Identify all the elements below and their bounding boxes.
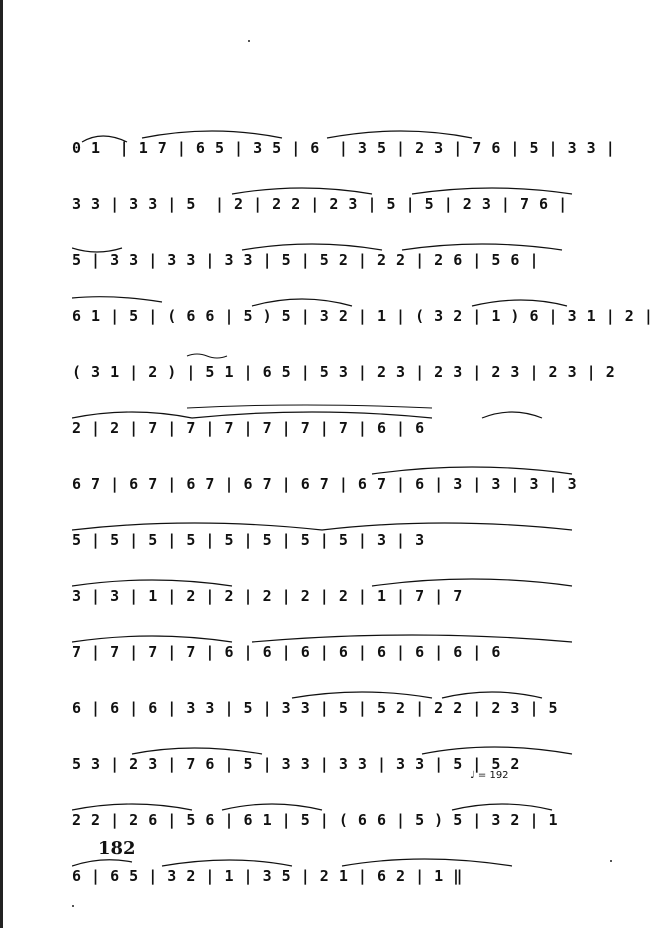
notation-text: 6 7 | 6 7 | 6 7 | 6 7 | 6 7 | 6 7 | 6 | 3 | 3 | 3 | 3 [72, 475, 578, 493]
notation-text: 6 | 6 5 | 3 2 | 1 | 3 5 | 2 1 | 6 2 | 1 ‖ [72, 867, 463, 885]
notation-text: 5 | 5 | 5 | 5 | 5 | 5 | 5 | 5 | 3 | 3 [72, 531, 425, 549]
staff-line-10 [72, 624, 582, 680]
notation-text: 3 3 | 3 3 | 5 | 2 | 2 2 | 2 3 | 5 | 5 | 2 3 | 7 6 | [72, 195, 568, 213]
scan-speck [610, 860, 612, 862]
scan-speck [248, 40, 250, 42]
notation-text: 2 | 2 | 7 | 7 | 7 | 7 | 7 | 7 | 6 | 6 [72, 419, 425, 437]
staff-line-11 [72, 680, 582, 736]
staff-line-6 [72, 400, 582, 456]
staff-line-8 [72, 512, 582, 568]
staff-line-14 [72, 848, 582, 904]
notation-text: 5 3 | 2 3 | 7 6 | 5 | 3 3 | 3 3 | 3 3 | 5 | 5 2 [72, 755, 520, 773]
staff-line-4 [72, 288, 654, 344]
music-score [72, 120, 654, 904]
staff-line-2 [72, 176, 582, 232]
notation-text: 3 | 3 | 1 | 2 | 2 | 2 | 2 | 2 | 1 | 7 | 7 [72, 587, 463, 605]
notation-text: 2 2 | 2 6 | 5 6 | 6 1 | 5 | ( 6 6 | 5 ) 5 | 3 2 | 1 [72, 811, 559, 829]
tempo-marking: ♩ = 192 [470, 770, 509, 781]
staff-line-13 [72, 792, 582, 848]
notation-text: 0 1 | 1 7 | 6 5 | 3 5 | 6 | 3 5 | 2 3 | 7 6 | 5 | 3 3 | [72, 139, 616, 157]
notation-text: ( 3 1 | 2 ) | 5 1 | 6 5 | 5 3 | 2 3 | 2 3 | 2 3 | 2 3 | 2 [72, 363, 616, 381]
staff-line-12 [72, 736, 582, 792]
notation-text: 6 | 6 | 6 | 3 3 | 5 | 3 3 | 5 | 5 2 | 2 2 | 2 3 | 5 [72, 699, 559, 717]
notation-text: 7 | 7 | 7 | 7 | 6 | 6 | 6 | 6 | 6 | 6 | 6 | 6 [72, 643, 501, 661]
page-number: 182 [98, 838, 136, 859]
page-edge [0, 0, 3, 928]
scan-speck [72, 905, 74, 907]
staff-line-7 [72, 456, 582, 512]
staff-line-1 [72, 120, 616, 176]
staff-line-3 [72, 232, 582, 288]
notation-text: 5 | 3 3 | 3 3 | 3 3 | 5 | 5 2 | 2 2 | 2 6 | 5 6 | [72, 251, 540, 269]
staff-line-9 [72, 568, 582, 624]
notation-text: 6 1 | 5 | ( 6 6 | 5 ) 5 | 3 2 | 1 | ( 3 2 | 1 ) 6 | 3 1 | 2 | [72, 307, 654, 325]
staff-line-5 [72, 344, 616, 400]
